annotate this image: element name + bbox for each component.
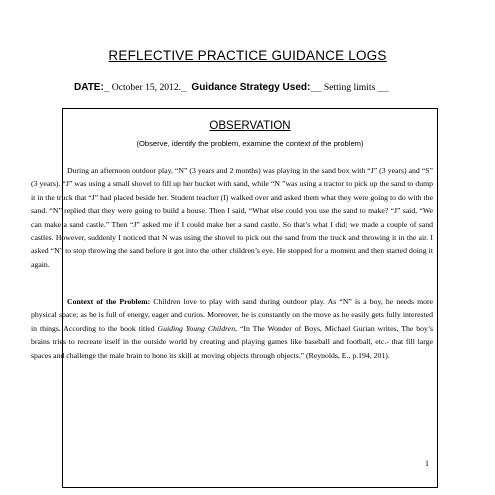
- document-title: REFLECTIVE PRACTICE GUIDANCE LOGS: [108, 48, 387, 63]
- book-title: Guiding Young Children: [157, 323, 236, 333]
- observation-text: During an afternoon outdoor play, “N” (3 years and 2 months) was playing in the sand box with “J” (3 years) and “S” (3 years). “J” was using a small shovel to fill up her bucket with sand, while “N ”was using a tractor to pick up the sand to dump it in the truck that “J” had placed beside her. Student teacher (I) walked over and asked them what they were going to do with the sand. “N” replied that they were going to build a house. Then I said, “What else could you use the sand to make? “J” said, “We can make a sand castle.” Then “J” asked me if I could make her a sand castle. So that’s what I did; we made a couple of sand castles. However, suddenly I noticed that N was using the shovel to pick out the sand from the truck and throwing it in the air. I asked “N” to stop throwing the sand before it got into the other children’s eye. He stopped for a moment and then started doing it again.: [31, 166, 433, 269]
- context-text-b: , “In The Wonder of Boys, Michael Gurian writes, The boy’s brains tries to recreate itself in the outside world by creating and playing games like baseball and football, etc.- that fill large spaces and challenge the male brain to hone its skill at moving objects through objects.” (Reynolds, E., p.194, 201).: [31, 323, 434, 360]
- date-value: October 15, 2012.: [109, 82, 182, 93]
- date-label: DATE:_: [74, 82, 110, 93]
- observation-heading: OBSERVATION: [209, 120, 291, 132]
- observation-subheading: (Observe, identify the problem, examine the context of the problem): [136, 139, 364, 148]
- date-underscore: _: [181, 82, 187, 93]
- context-paragraph: [31, 295, 433, 362]
- strategy-value: Setting limits: [321, 82, 378, 93]
- context-text-a: Children love to play with sand during outdoor play. As “N” is a boy, he needs more physical space; as he is full of energy, eager and curios. Moreover, he is constantly on the move as he easily gets fully interested in things. According to the book titled: [31, 297, 433, 333]
- strategy-label: Guidance Strategy Used:__: [191, 82, 322, 93]
- context-label: Context of the Problem:: [67, 297, 151, 306]
- page-number: 1: [425, 459, 429, 468]
- observation-paragraph: [31, 164, 433, 271]
- date-strategy-line: [74, 82, 474, 93]
- strategy-underscore: __: [377, 82, 389, 93]
